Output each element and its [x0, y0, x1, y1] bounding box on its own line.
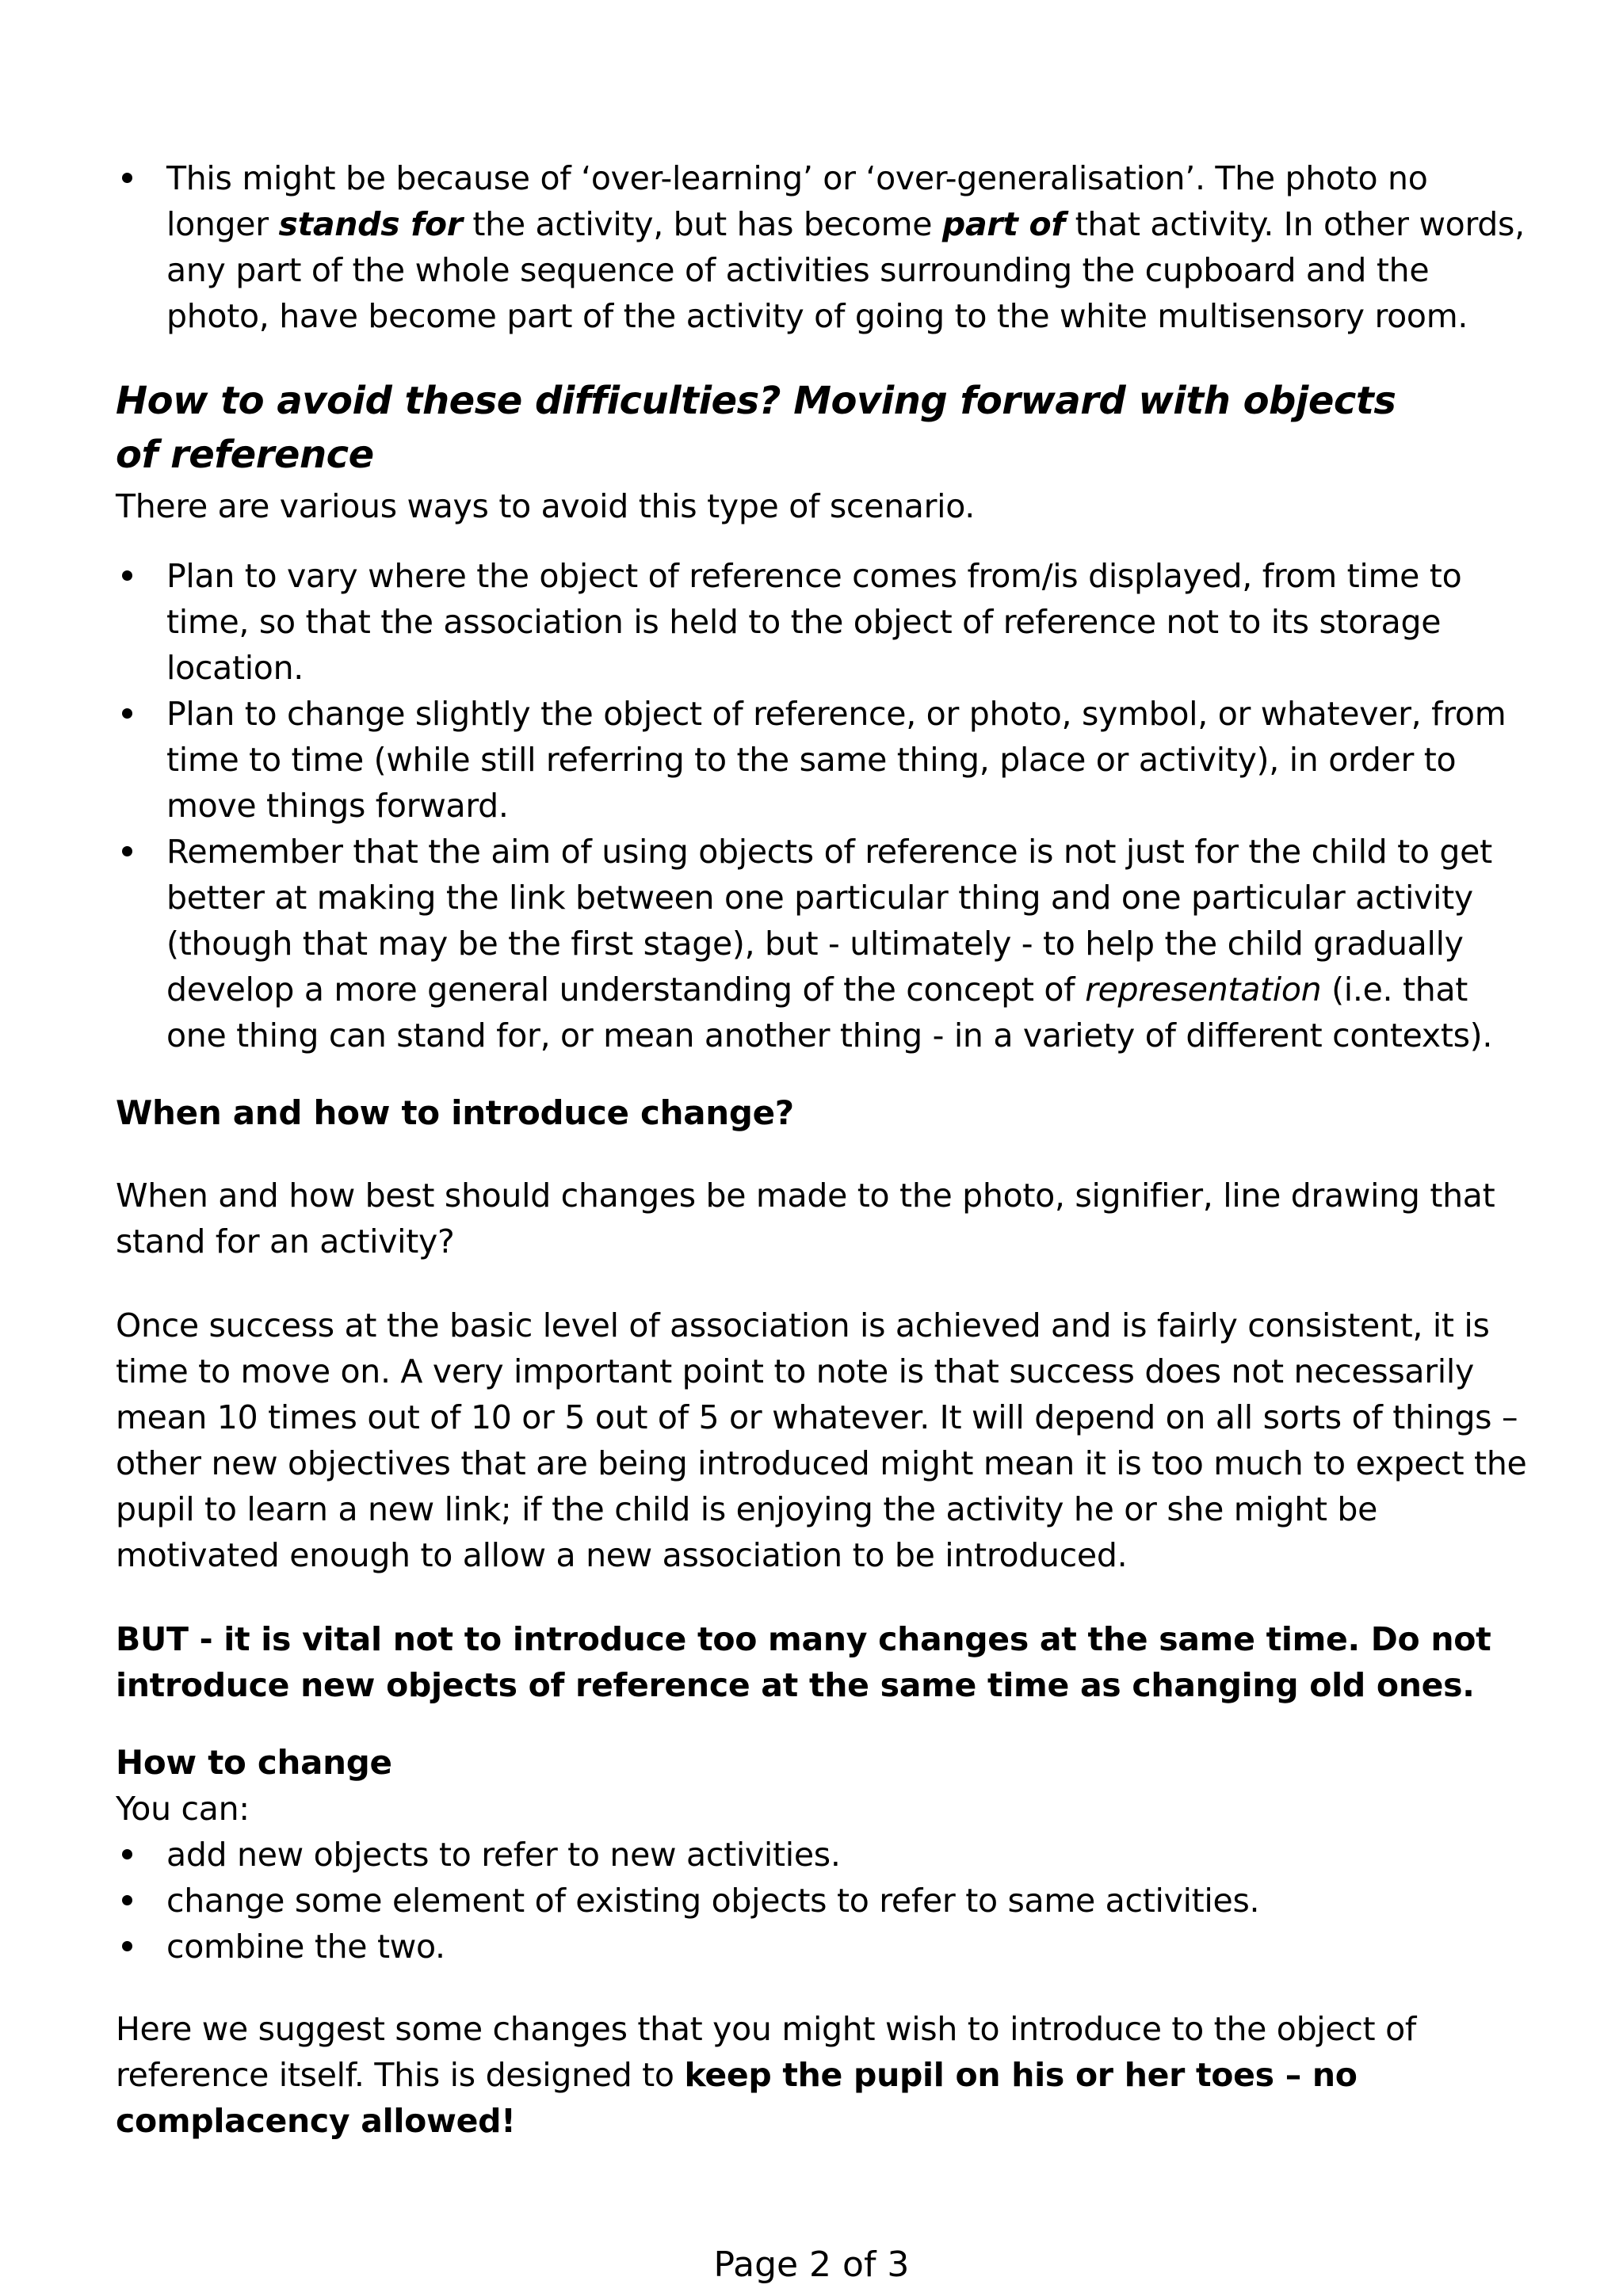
avoid-intro-text: There are various ways to avoid this type of scenario.	[116, 487, 976, 525]
avoid-bullet-item	[116, 829, 1528, 1058]
avoid-bullet-emphasis-representation: representation	[1085, 971, 1322, 1009]
page-number-footer: Page 2 of 3	[713, 2245, 910, 2285]
closing-text: Here we suggest some changes that you might wish to introduce to the object of reference itself. This is designed to	[116, 2010, 1416, 2094]
avoid-bullet-text: Plan to vary where the object of reference comes from/is displayed, from time to time, so that the association is held to the object of reference not to its storage location.	[166, 557, 1462, 687]
intro-bullet-text-3: that activity. In other words, any part of the whole sequence of activities surrounding the cupboard and the photo, have become part of the activity of going to the white multisensory room.	[166, 205, 1525, 335]
how-bullet-text: change some element of existing objects to refer to same activities.	[166, 1882, 1260, 1920]
how-bullet-item	[116, 1878, 1528, 1924]
document-page	[116, 155, 1528, 2144]
heading-avoid-difficulties: How to avoid these difficulties? Moving forward with objects of reference	[116, 379, 1396, 477]
how-bullet-item	[116, 1832, 1528, 1878]
avoid-bullet-list	[116, 553, 1528, 1058]
bullet-icon	[122, 1895, 132, 1905]
avoid-bullet-text-1: Remember that the aim of using objects of reference is not just for the child to get better at making the link between one particular thing and one particular activity (though that may be the first stage), but - ultimately - to help the child gradually develop a more general understanding of the concept of	[166, 833, 1492, 1009]
bullet-icon	[122, 708, 132, 719]
intro-bullet-emphasis-stands-for: stands for	[278, 205, 463, 243]
intro-bullet-emphasis-part-of: part of	[941, 205, 1065, 243]
avoid-bullet-text-2: (i.e. that one thing can stand for, or mean another thing - in a variety of different contexts).	[166, 971, 1493, 1055]
closing-emphasis: keep the pupil on his or her toes – no complacency allowed!	[116, 2056, 1358, 2140]
when-question-text: When and how best should changes be made to the photo, signifier, line drawing that stand for an activity?	[116, 1177, 1495, 1261]
intro-bullet-text-2: the activity, but has become	[462, 205, 942, 243]
avoid-bullet-text: Plan to change slightly the object of reference, or photo, symbol, or whatever, from time to time (while still referring to the same thing, place or activity), in order to move things forward.	[166, 695, 1507, 825]
bullet-icon	[122, 570, 132, 581]
intro-bullet-list	[116, 155, 1528, 339]
how-bullet-text: combine the two.	[166, 1928, 445, 1966]
intro-bullet-text-1: This might be because of ‘over-learning’ or ‘over-generalisation’. The photo no longer	[166, 159, 1428, 243]
avoid-bullet-item	[116, 691, 1528, 829]
bullet-icon	[122, 1849, 132, 1859]
heading-how-to-change: How to change	[116, 1743, 392, 1782]
how-bullet-list	[116, 1832, 1528, 1970]
warning-text: BUT - it is vital not to introduce too many changes at the same time. Do not introduce new objects of reference at the same time as changing old ones.	[116, 1620, 1491, 1704]
how-bullet-text: add new objects to refer to new activities.	[166, 1836, 841, 1874]
when-paragraph: Once success at the basic level of association is achieved and is fairly consistent, it is time to move on. A very important point to note is that success does not necessarily mean 10 times out of 10 or 5 out of 5 or whatever. It will depend on all sorts of things – other new objectives that are being introduced might mean it is too much to expect the pupil to learn a new link; if the child is enjoying the activity he or she might be motivated enough to allow a new association to be introduced.	[116, 1306, 1527, 1574]
how-bullet-item	[116, 1924, 1528, 1970]
bullet-icon	[122, 846, 132, 856]
heading-when-and-how: When and how to introduce change?	[116, 1093, 794, 1132]
bullet-icon	[122, 1941, 132, 1951]
how-intro-text: You can:	[116, 1790, 250, 1828]
avoid-bullet-item	[116, 553, 1528, 691]
bullet-icon	[122, 173, 132, 183]
intro-bullet	[116, 155, 1528, 339]
closing-paragraph	[116, 2006, 1528, 2144]
